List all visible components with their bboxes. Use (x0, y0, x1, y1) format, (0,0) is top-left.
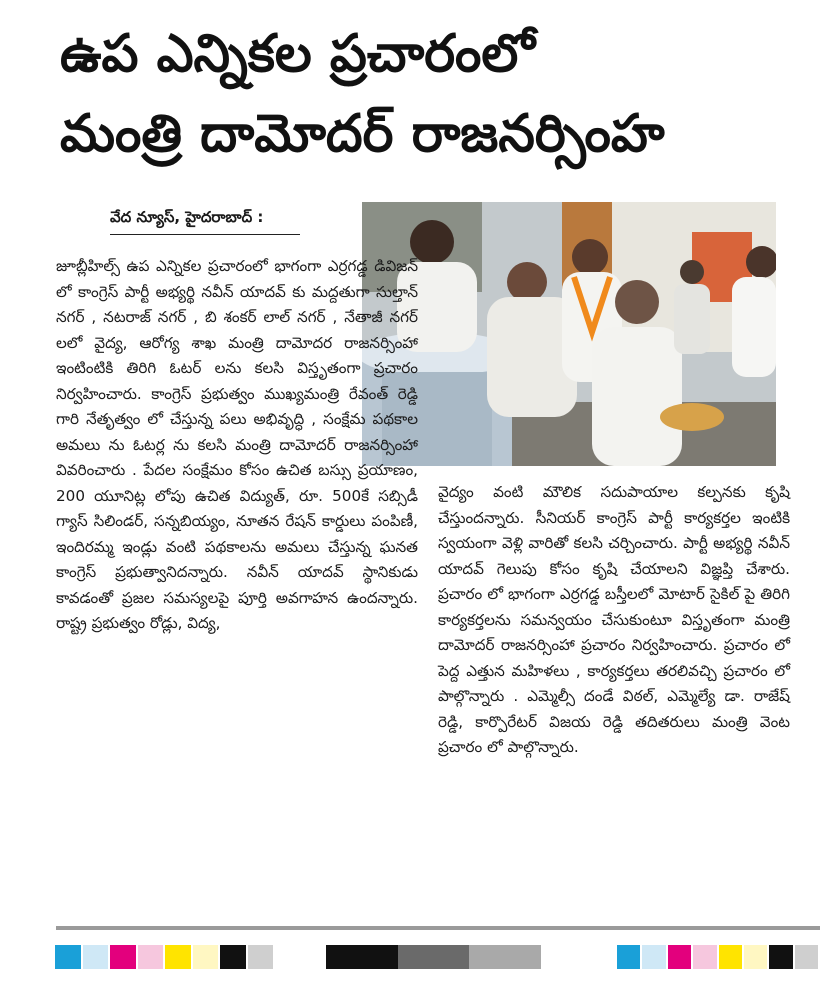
headline (60, 14, 800, 174)
color-swatch (326, 945, 398, 969)
color-registration-bar-2 (326, 945, 541, 969)
article-text-column-2: వైద్యం వంటి మౌలిక సదుపాయాల కల్పనకు కృషి చేస్తుందన్నారు. సీనియర్ కాంగ్రెస్ పార్టీ కార్యకర్తల ఇంటికి స్వయంగా వెళ్లి వారితో కలసి చర్చించారు. పార్టీ అభ్యర్థి నవీన్ యాదవ్ గెలుపు కోసం కృషి చేయాలని విజ్ఞప్తి చేశారు. ప్రచారం లో భాగంగా ఎర్రగడ్డ బస్తీలలో మోటార్ సైకిల్ పై తిరిగి కార్యకర్తలను సమన్వయం చేసుకుంటూ విస్తృతంగా మంత్రి దామోదర్ రాజనర్సింహా ప్రచారం నిర్వహించారు. ప్రచారం లో పెద్ద ఎత్తున మహిళలు , కార్యకర్తలు తరలివచ్చి ప్రచారం లో పాల్గొన్నారు . ఎమ్మెల్సీ దండే విఠల్, ఎమ్మెల్యే డా. రాజేష్ రెడ్డి, కార్పొరేటర్ విజయ రెడ్డి తదితరులు మంత్రి వెంట ప్రచారం లో పాల్గొన్నారు. (438, 483, 790, 756)
color-registration-bar-1 (55, 945, 275, 969)
headline-line-2: మంత్రి దామోదర్ రాజనర్సింహ (60, 104, 665, 164)
color-swatch (165, 945, 191, 969)
color-swatch (642, 945, 665, 969)
color-swatch (55, 945, 81, 969)
color-registration-bar-3 (617, 945, 820, 969)
dateline: వేద న్యూస్, హైదరాబాద్ : (110, 208, 300, 235)
color-swatch (220, 945, 246, 969)
article-column-1 (56, 254, 418, 637)
article-text-column-1: జూబ్లీహిల్స్ ఉప ఎన్నికల ప్రచారంలో భాగంగా ఎర్రగడ్డ డివిజన్ లో కాంగ్రెస్ పార్టీ అభ్యర్థి నవీన్ యాదవ్ కు మద్దతుగా సుల్తాన్ నగర్ , నటరాజ్ నగర్ , బి శంకర్ లాల్ నగర్ , నేతాజీ నగర్ లలో వైద్య, ఆరోగ్య శాఖ మంత్రి దామోదర రాజనర్సింహా ఇంటింటికి తిరిగి ఓటర్ లను కలసి విస్తృతంగా ప్రచారం నిర్వహించారు. కాంగ్రెస్ ప్రభుత్వం ముఖ్యమంత్రి రేవంత్ రెడ్డి గారి నేతృత్వం లో చేస్తున్న పలు అభివృద్ధి , సంక్షేమ పథకాల అమలు ను ఓటర్ల ను కలసి మంత్రి దామోదర్ రాజనర్సింహా వివరించారు . పేదల సంక్షేమం కోసం ఉచిత బస్సు ప్రయాణం, 200 యూనిట్ల లోపు ఉచిత విద్యుత్, రూ. 500కే సబ్సిడీ గ్యాస్ సిలిండర్, సన్నబియ్యం, నూతన రేషన్ కార్డులు పంపిణీ, ఇందిరమ్మ ఇండ్లు వంటి పథకాలను అమలు చేస్తున్న ఘనత కాంగ్రెస్ ప్రభుత్వానిదన్నారు. నవీన్ యాదవ్ స్థానికుడు కావడంతో ప్రజల సమస్యలపై పూర్తి అవగాహన ఉందన్నారు. రాష్ట్ర ప్రభుత్వం రోడ్లు, విద్య, (56, 257, 418, 632)
news-photo (362, 202, 776, 466)
color-swatch (398, 945, 470, 969)
color-swatch (110, 945, 136, 969)
color-swatch (668, 945, 691, 969)
color-swatch (617, 945, 640, 969)
color-swatch (469, 945, 541, 969)
color-swatch (83, 945, 109, 969)
page-divider (56, 926, 820, 930)
color-swatch (693, 945, 716, 969)
color-swatch (744, 945, 767, 969)
color-swatch (193, 945, 219, 969)
color-swatch (248, 945, 274, 969)
headline-line-1: ఉప ఎన్నికల ప్రచారంలో (60, 24, 535, 84)
campaign-photo-illustration (362, 202, 776, 466)
color-swatch (138, 945, 164, 969)
color-swatch (795, 945, 818, 969)
color-swatch (769, 945, 792, 969)
color-swatch (719, 945, 742, 969)
article-column-2 (438, 480, 790, 761)
